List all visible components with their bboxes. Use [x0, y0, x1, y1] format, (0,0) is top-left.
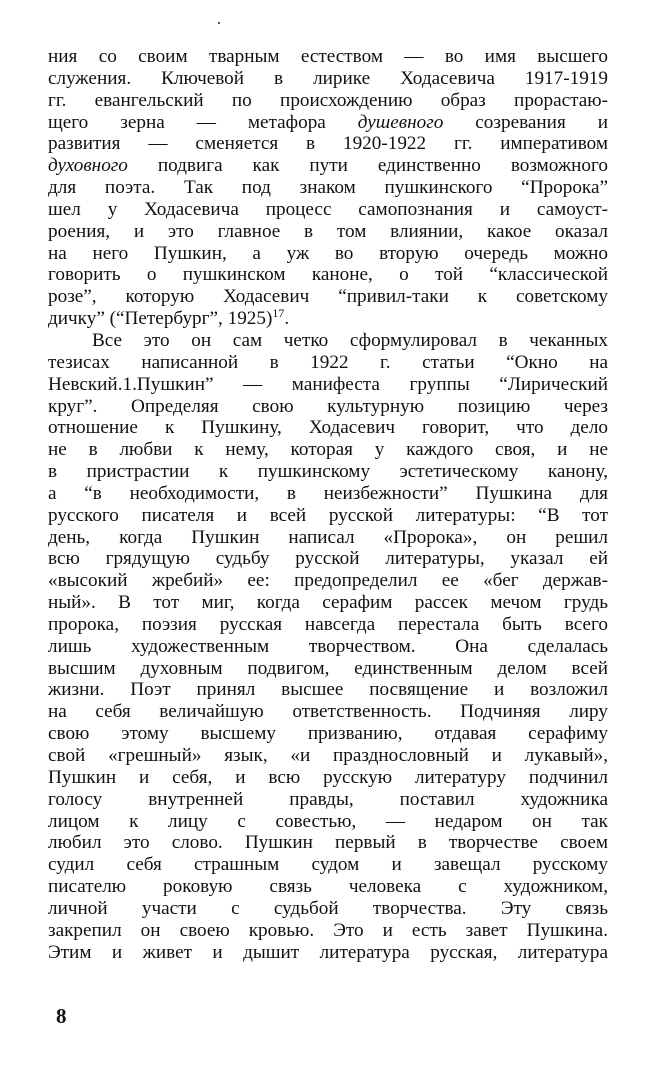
text-line: не в любви к нему, которая у каждого своя, и не	[48, 439, 608, 461]
text-line: говорить о пушкинском каноне, о той “классической	[48, 264, 608, 286]
text-line	[48, 112, 608, 134]
body-text	[48, 46, 608, 963]
text-line: развития — сменяется в 1920-1922 гг. императивом	[48, 133, 608, 155]
text-segment: щего зерна — метафора	[48, 111, 326, 133]
text-line: всю грядущую судьбу русской литературы, указал ей	[48, 548, 608, 570]
text-line: жизни. Поэт принял высшее посвящение и возложил	[48, 679, 608, 701]
text-line: закрепил он своею кровью. Это и есть завет Пушкина.	[48, 919, 608, 941]
text-line: любил это слово. Пушкин первый в творчестве своем	[48, 832, 608, 854]
text-line: писателю роковую связь человека с художником,	[48, 876, 608, 898]
text-line: гг. евангельский по происхождению образ прорастаю-	[48, 89, 608, 111]
text-line: на себя величайшую ответственность. Подчиняя лиру	[48, 701, 608, 723]
text-line: Пушкин и себя, и всю русскую литературу подчинил	[48, 766, 608, 788]
text-line: для поэта. Так под знаком пушкинского “Пророка”	[48, 177, 608, 199]
text-segment: .	[284, 308, 290, 330]
text-line: высшим духовным подвигом, единственным делом всей	[48, 657, 608, 679]
text-segment: дичку” (“Петербург”, 1925)	[48, 308, 273, 330]
text-line: Все это он сам четко сформулировал в чеканных	[92, 329, 608, 351]
text-line: лишь художественным творчеством. Она сделалась	[48, 635, 608, 657]
text-line: круг”. Определяя свою культурную позицию через	[48, 395, 608, 417]
text-line: судил себя страшным судом и завещал русскому	[48, 854, 608, 876]
text-line: роения, и это главное в том влиянии, какое оказал	[48, 220, 608, 242]
paragraph-2	[48, 330, 608, 963]
text-line: личной участи с судьбой творчества. Эту связь	[48, 897, 608, 919]
text-line: тезисах написанной в 1922 г. статьи “Окно на	[48, 351, 608, 373]
text-line: лицом к лицу с совестью, — недаром он так	[48, 810, 608, 832]
text-line: Этим и живет и дышит литература русская, литература	[48, 941, 608, 963]
text-line: свою этому высшему призванию, отдавая серафиму	[48, 723, 608, 745]
text-line: на него Пушкин, а уж во вторую очередь можно	[48, 242, 608, 264]
text-line: ный». В тот миг, когда серафим рассек мечом грудь	[48, 592, 608, 614]
text-line	[48, 308, 608, 330]
print-speck	[218, 22, 220, 24]
text-line: день, когда Пушкин написал «Пророка», он решил	[48, 526, 608, 548]
text-line: пророка, поэзия русская навсегда перестала быть всего	[48, 613, 608, 635]
text-segment: созревания и	[475, 111, 609, 133]
emphasis-word: душевного	[357, 111, 444, 133]
text-line: свой «грешный» язык, «и празднословный и лукавый»,	[48, 745, 608, 766]
text-line: розе”, которую Ходасевич “привил-таки к советскому	[48, 286, 608, 308]
text-line: служения. Ключевой в лирике Ходасевича 1917-1919	[48, 67, 608, 89]
emphasis-word: духовного	[48, 155, 128, 177]
text-line: шел у Ходасевича процесс самопознания и самоуст-	[48, 198, 608, 220]
text-line: в пристрастии к пушкинскому эстетическому канону,	[48, 461, 608, 483]
text-segment: подвига как пути единственно возможного	[157, 155, 609, 177]
text-line: русского писателя и всей русской литературы: “В тот	[48, 504, 608, 526]
page-number: 8	[56, 1004, 67, 1028]
text-line: а “в необходимости, в неизбежности” Пушкина для	[48, 482, 608, 504]
text-line: ния со своим тварным естеством — во имя высшего	[48, 46, 608, 67]
text-line: голосу внутренней правды, поставил художника	[48, 788, 608, 810]
footnote-marker[interactable]: 17	[272, 306, 285, 321]
text-line: Невский.1.Пушкин” — манифеста группы “Лирический	[48, 373, 608, 395]
paragraph-1	[48, 46, 608, 330]
text-line: «высокий жребий» ее: предопределил ее «бег держав-	[48, 570, 608, 592]
text-line	[48, 155, 608, 177]
text-line: отношение к Пушкину, Ходасевич говорит, что дело	[48, 417, 608, 439]
